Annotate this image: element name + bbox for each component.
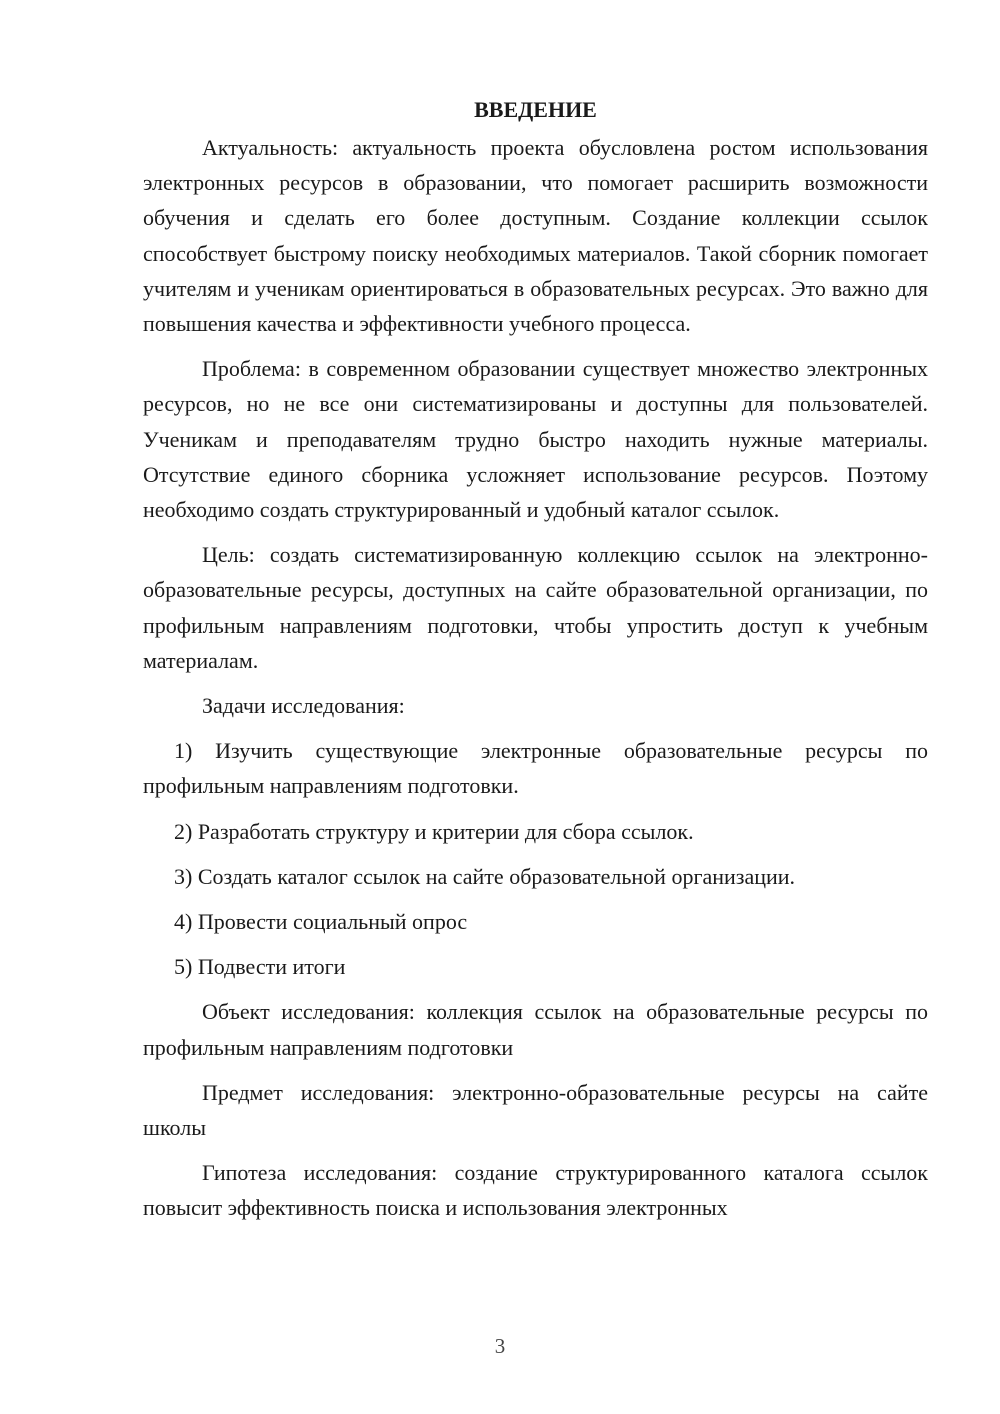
subject-paragraph: Предмет исследования: электронно-образовательные ресурсы на сайте школы — [143, 1079, 928, 1141]
hypothesis-paragraph: Гипотеза исследования: создание структурированного каталога ссылок повысит эффективность поиска и использования электронных — [143, 1160, 928, 1221]
task-item: 4) Провести социальный опрос — [174, 909, 468, 935]
problem-paragraph: Проблема: в современном образовании существует множество электронных ресурсов, но не все они систематизированы и доступны для пользователей. Ученикам и преподавателям трудно быстро находить нужные материалы. Отсутствие единого сборника усложняет использование ресурсов. Поэтому необходимо создать структурированный и удобный каталог ссылок. — [143, 356, 928, 523]
object-paragraph: Объект исследования: коллекция ссылок на образовательные ресурсы по профильным направлениям подготовки — [143, 999, 928, 1060]
tasks-heading: Задачи исследования: — [202, 693, 405, 719]
task-item: 1) Изучить существующие электронные образовательные ресурсы по профильным направлениям подготовки. — [143, 738, 928, 799]
section-title: ВВЕДЕНИЕ — [474, 97, 597, 122]
goal-paragraph: Цель: создать систематизированную коллекцию ссылок на электронно-образовательные ресурсы, доступных на сайте образовательной организации, по профильным направлениям подготовки, чтобы упростить доступ к учебным материалам. — [143, 542, 928, 673]
task-item: 3) Создать каталог ссылок на сайте образовательной организации. — [174, 863, 796, 889]
page-number: 3 — [494, 1334, 506, 1358]
task-item: 5) Подвести итоги — [174, 954, 346, 980]
relevance-paragraph: Актуальность: актуальность проекта обусловлена ростом использования электронных ресурсов в образовании, что помогает расширить возможности обучения и сделать его более доступным. Создание коллекции ссылок способствует быстрому поиску необходимых материалов. Такой сборник помогает учителям и ученикам ориентироваться в образовательных ресурсах. Это важно для повышения качества и эффективности учебного процесса. — [143, 135, 928, 337]
document-page — [143, 90, 928, 1226]
task-item: 2) Разработать структуру и критерии для сбора ссылок. — [174, 818, 694, 844]
